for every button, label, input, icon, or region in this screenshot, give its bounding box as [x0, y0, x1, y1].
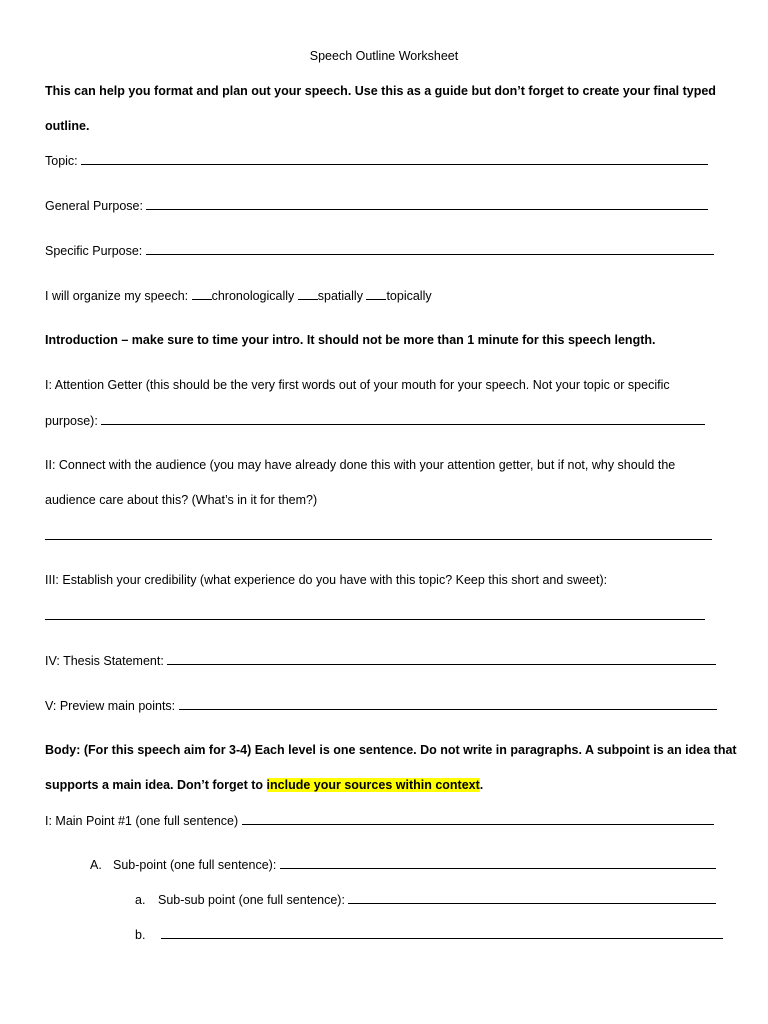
- subsub-b-marker: b.: [135, 928, 146, 942]
- general-purpose-row: [45, 197, 708, 214]
- topically-blank[interactable]: [366, 287, 386, 300]
- sources-highlight: include your sources within context: [266, 778, 480, 792]
- topically-option: topically: [386, 289, 432, 303]
- connect-audience-blank[interactable]: [45, 527, 712, 540]
- attention-getter-line1: I: Attention Getter (this should be the very first words out of your mouth for your speech. Not your topic or specific: [45, 378, 670, 392]
- attention-getter-label: purpose):: [45, 414, 98, 428]
- body-line2-prefix: supports a main idea. Don’t forget to: [45, 778, 267, 792]
- connect-audience-row: [45, 527, 712, 544]
- preview-blank[interactable]: [179, 697, 717, 710]
- credibility-blank[interactable]: [45, 607, 705, 620]
- topic-label: Topic:: [45, 154, 78, 168]
- introduction-heading: Introduction – make sure to time your intro. It should not be more than 1 minute for this speech length.: [45, 333, 656, 347]
- topic-row: [45, 152, 708, 169]
- subpoint-marker: A.: [90, 858, 102, 872]
- topic-blank[interactable]: [81, 152, 708, 165]
- attention-getter-blank[interactable]: [101, 412, 705, 425]
- main-point-blank[interactable]: [242, 812, 714, 825]
- thesis-blank[interactable]: [167, 652, 716, 665]
- connect-audience-line1: II: Connect with the audience (you may have already done this with your attention getter, but if not, why should the: [45, 458, 676, 472]
- general-purpose-label: General Purpose:: [45, 199, 143, 213]
- chronologically-option: chronologically: [211, 289, 295, 303]
- page-title: Speech Outline Worksheet: [309, 49, 459, 63]
- preview-row: [45, 697, 717, 714]
- subsub-a-marker: a.: [135, 893, 146, 907]
- subsub-a-row: [135, 891, 716, 908]
- subsub-a-blank[interactable]: [348, 891, 716, 904]
- credibility-line: III: Establish your credibility (what experience do you have with this topic? Keep this short and sweet):: [45, 573, 608, 587]
- body-line2-suffix: .: [479, 778, 484, 792]
- main-point-label: I: Main Point #1 (one full sentence): [45, 814, 239, 828]
- intro-instructions-line2: outline.: [45, 119, 90, 133]
- spatially-blank[interactable]: [298, 287, 318, 300]
- body-heading-line1: Body: (For this speech aim for 3-4) Each level is one sentence. Do not write in paragraphs. A subpoint is an idea that: [45, 743, 737, 757]
- subpoint-blank[interactable]: [280, 856, 716, 869]
- subsub-a-label: Sub-sub point (one full sentence):: [158, 893, 345, 907]
- thesis-row: [45, 652, 716, 669]
- chronologically-blank[interactable]: [192, 287, 212, 300]
- specific-purpose-blank[interactable]: [146, 242, 714, 255]
- subpoint-label: Sub-point (one full sentence):: [113, 858, 277, 872]
- body-heading-line2: [45, 777, 483, 793]
- credibility-row: [45, 607, 705, 624]
- thesis-label: IV: Thesis Statement:: [45, 654, 164, 668]
- main-point-row: [45, 812, 714, 829]
- subpoint-row: [90, 856, 716, 873]
- spatially-option: spatially: [317, 289, 363, 303]
- general-purpose-blank[interactable]: [146, 197, 708, 210]
- specific-purpose-row: [45, 242, 714, 259]
- organize-row: [45, 287, 432, 304]
- subsub-b-blank[interactable]: [161, 926, 723, 939]
- specific-purpose-label: Specific Purpose:: [45, 244, 143, 258]
- organize-label: I will organize my speech:: [45, 289, 189, 303]
- connect-audience-line2: audience care about this? (What’s in it for them?): [45, 493, 318, 507]
- intro-instructions-line1: This can help you format and plan out your speech. Use this as a guide but don’t forget to create your final typed: [45, 84, 716, 98]
- preview-label: V: Preview main points:: [45, 699, 176, 713]
- subsub-b-row: [135, 926, 723, 943]
- attention-getter-row: [45, 412, 705, 429]
